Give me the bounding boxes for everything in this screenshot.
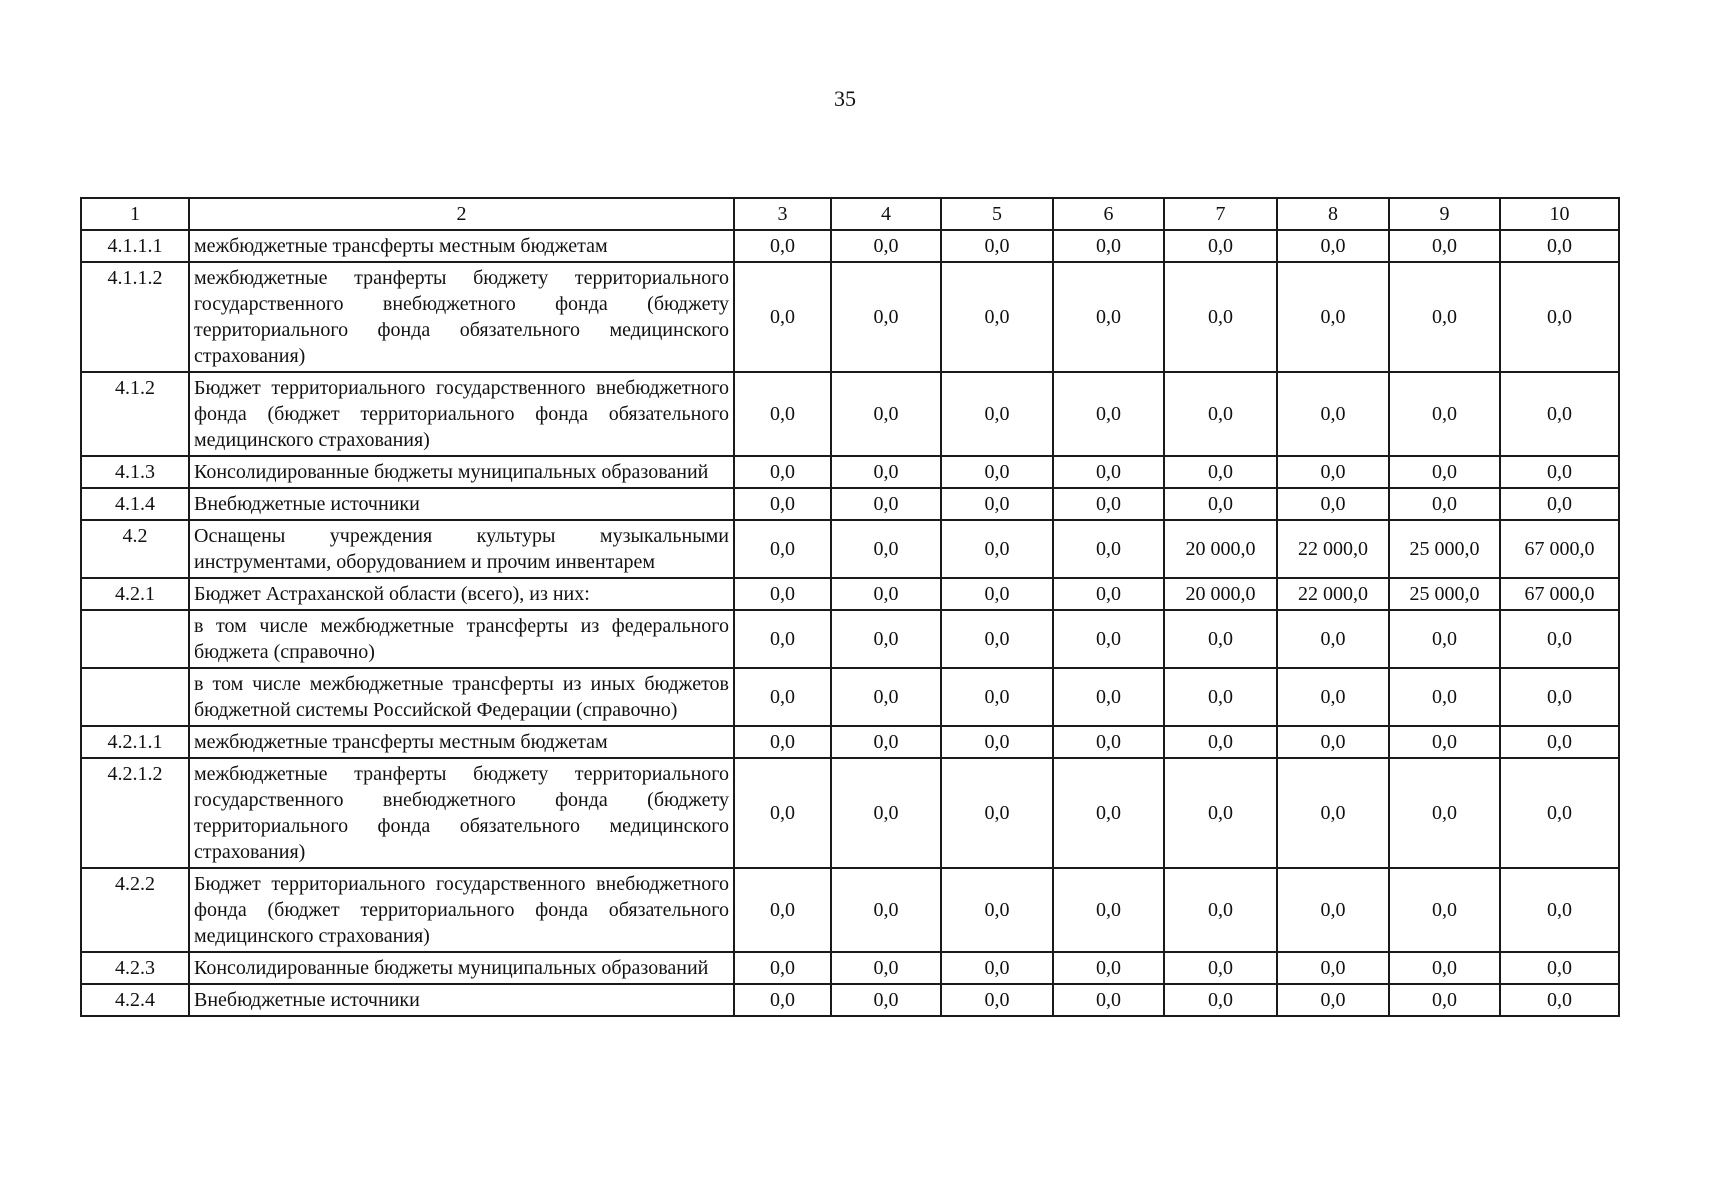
- value-cell: 0,0: [831, 456, 941, 488]
- value-cell: 0,0: [734, 610, 831, 668]
- value-cell: 0,0: [1277, 952, 1389, 984]
- value-cell: 0,0: [1500, 488, 1619, 520]
- value-cell: 0,0: [734, 262, 831, 372]
- value-cell: 0,0: [941, 262, 1053, 372]
- value-cell: 0,0: [1164, 230, 1277, 262]
- value-cell: 0,0: [1164, 610, 1277, 668]
- value-cell: 0,0: [1277, 868, 1389, 952]
- row-code: [81, 668, 189, 726]
- table-row: [81, 578, 1619, 610]
- value-cell: 0,0: [1053, 984, 1164, 1016]
- row-code: [81, 610, 189, 668]
- row-name: Бюджет территориального государственного внебюджетного фонда (бюджет территориального фонда обязательного медицинского страхования): [189, 372, 734, 456]
- table-body: [81, 198, 1619, 1016]
- row-name: межбюджетные транферты бюджету территориального государственного внебюджетного фонда (бюджету территориального фонда обязательного медицинского страхования): [189, 262, 734, 372]
- table-row: [81, 456, 1619, 488]
- column-header: 10: [1500, 198, 1619, 230]
- value-cell: 0,0: [1053, 372, 1164, 456]
- value-cell: 67 000,0: [1500, 520, 1619, 578]
- table-row: [81, 262, 1619, 372]
- column-header: 6: [1053, 198, 1164, 230]
- row-code: 4.1.1.2: [81, 262, 189, 372]
- value-cell: 0,0: [941, 868, 1053, 952]
- table-row: [81, 868, 1619, 952]
- value-cell: 0,0: [1389, 726, 1500, 758]
- value-cell: 0,0: [734, 488, 831, 520]
- column-header: 9: [1389, 198, 1500, 230]
- value-cell: 0,0: [1053, 758, 1164, 868]
- column-header: 7: [1164, 198, 1277, 230]
- row-name: в том числе межбюджетные трансферты из иных бюджетов бюджетной системы Российской Федерации (справочно): [189, 668, 734, 726]
- budget-table: [80, 197, 1620, 1017]
- value-cell: 0,0: [734, 372, 831, 456]
- value-cell: 0,0: [1500, 868, 1619, 952]
- value-cell: 0,0: [831, 520, 941, 578]
- value-cell: 0,0: [1389, 758, 1500, 868]
- table-row: [81, 372, 1619, 456]
- table-row: [81, 758, 1619, 868]
- value-cell: 0,0: [1389, 868, 1500, 952]
- column-header: 2: [189, 198, 734, 230]
- row-name: Бюджет территориального государственного внебюджетного фонда (бюджет территориального фонда обязательного медицинского страхования): [189, 868, 734, 952]
- value-cell: 0,0: [1389, 262, 1500, 372]
- value-cell: 0,0: [1500, 758, 1619, 868]
- value-cell: 0,0: [941, 488, 1053, 520]
- value-cell: 0,0: [1277, 984, 1389, 1016]
- value-cell: 0,0: [1389, 488, 1500, 520]
- value-cell: 0,0: [1277, 372, 1389, 456]
- value-cell: 25 000,0: [1389, 520, 1500, 578]
- row-code: 4.2.3: [81, 952, 189, 984]
- row-code: 4.2.4: [81, 984, 189, 1016]
- row-code: 4.2.1.1: [81, 726, 189, 758]
- row-name: в том числе межбюджетные трансферты из федерального бюджета (справочно): [189, 610, 734, 668]
- row-code: 4.1.1.1: [81, 230, 189, 262]
- row-code: 4.2.1: [81, 578, 189, 610]
- value-cell: 0,0: [1277, 610, 1389, 668]
- row-code: 4.2: [81, 520, 189, 578]
- row-name: Консолидированные бюджеты муниципальных образований: [189, 456, 734, 488]
- value-cell: 0,0: [1277, 726, 1389, 758]
- value-cell: 0,0: [831, 758, 941, 868]
- row-name: Внебюджетные источники: [189, 488, 734, 520]
- row-code: 4.2.2: [81, 868, 189, 952]
- value-cell: 22 000,0: [1277, 578, 1389, 610]
- value-cell: 0,0: [941, 984, 1053, 1016]
- value-cell: 0,0: [734, 578, 831, 610]
- row-name: Бюджет Астраханской области (всего), из них:: [189, 578, 734, 610]
- value-cell: 0,0: [831, 984, 941, 1016]
- table-row: [81, 230, 1619, 262]
- value-cell: 0,0: [941, 952, 1053, 984]
- value-cell: 0,0: [1164, 372, 1277, 456]
- value-cell: 0,0: [1053, 456, 1164, 488]
- column-header: 5: [941, 198, 1053, 230]
- value-cell: 0,0: [734, 520, 831, 578]
- value-cell: 0,0: [734, 758, 831, 868]
- value-cell: 0,0: [941, 668, 1053, 726]
- value-cell: 0,0: [941, 230, 1053, 262]
- value-cell: 0,0: [831, 610, 941, 668]
- value-cell: 67 000,0: [1500, 578, 1619, 610]
- row-code: 4.1.4: [81, 488, 189, 520]
- row-name: Консолидированные бюджеты муниципальных образований: [189, 952, 734, 984]
- column-header: 1: [81, 198, 189, 230]
- column-number-row: [81, 198, 1619, 230]
- row-name: межбюджетные трансферты местным бюджетам: [189, 726, 734, 758]
- value-cell: 0,0: [1277, 262, 1389, 372]
- value-cell: 0,0: [1277, 668, 1389, 726]
- value-cell: 0,0: [941, 520, 1053, 578]
- page-number: 35: [834, 86, 856, 111]
- value-cell: 0,0: [1277, 456, 1389, 488]
- value-cell: 0,0: [1053, 668, 1164, 726]
- value-cell: 0,0: [1500, 984, 1619, 1016]
- value-cell: 0,0: [1500, 372, 1619, 456]
- row-code: 4.1.3: [81, 456, 189, 488]
- value-cell: 0,0: [1053, 520, 1164, 578]
- value-cell: 0,0: [1500, 230, 1619, 262]
- value-cell: 0,0: [1164, 984, 1277, 1016]
- row-name: Внебюджетные источники: [189, 984, 734, 1016]
- table-row: [81, 520, 1619, 578]
- value-cell: 0,0: [1053, 262, 1164, 372]
- row-code: 4.1.2: [81, 372, 189, 456]
- row-code: 4.2.1.2: [81, 758, 189, 868]
- value-cell: 0,0: [734, 984, 831, 1016]
- value-cell: 0,0: [1164, 758, 1277, 868]
- value-cell: 0,0: [941, 372, 1053, 456]
- value-cell: 0,0: [1053, 868, 1164, 952]
- value-cell: 0,0: [1389, 610, 1500, 668]
- value-cell: 0,0: [941, 610, 1053, 668]
- row-name: межбюджетные транферты бюджету территориального государственного внебюджетного фонда (бюджету территориального фонда обязательного медицинского страхования): [189, 758, 734, 868]
- value-cell: 0,0: [734, 868, 831, 952]
- value-cell: 0,0: [734, 952, 831, 984]
- value-cell: 0,0: [1389, 668, 1500, 726]
- value-cell: 25 000,0: [1389, 578, 1500, 610]
- value-cell: 0,0: [831, 372, 941, 456]
- table-row: [81, 984, 1619, 1016]
- value-cell: 0,0: [1500, 952, 1619, 984]
- value-cell: 0,0: [1389, 952, 1500, 984]
- value-cell: 0,0: [734, 726, 831, 758]
- value-cell: 0,0: [1164, 262, 1277, 372]
- value-cell: 0,0: [1389, 372, 1500, 456]
- value-cell: 0,0: [734, 230, 831, 262]
- value-cell: 0,0: [1389, 456, 1500, 488]
- value-cell: 0,0: [1164, 456, 1277, 488]
- table-row: [81, 610, 1619, 668]
- value-cell: 0,0: [831, 230, 941, 262]
- value-cell: 0,0: [1053, 952, 1164, 984]
- row-name: межбюджетные трансферты местным бюджетам: [189, 230, 734, 262]
- value-cell: 0,0: [1500, 610, 1619, 668]
- value-cell: 0,0: [1500, 262, 1619, 372]
- value-cell: 0,0: [1277, 758, 1389, 868]
- value-cell: 20 000,0: [1164, 520, 1277, 578]
- table-row: [81, 952, 1619, 984]
- value-cell: 0,0: [1053, 578, 1164, 610]
- value-cell: 0,0: [1500, 726, 1619, 758]
- value-cell: 0,0: [831, 262, 941, 372]
- value-cell: 0,0: [1164, 668, 1277, 726]
- table-row: [81, 488, 1619, 520]
- value-cell: 0,0: [1164, 952, 1277, 984]
- value-cell: 0,0: [1500, 456, 1619, 488]
- value-cell: 0,0: [831, 726, 941, 758]
- value-cell: 0,0: [1053, 488, 1164, 520]
- table-row: [81, 668, 1619, 726]
- value-cell: 0,0: [1389, 230, 1500, 262]
- row-name: Оснащены учреждения культуры музыкальными инструментами, оборудованием и прочим инвентарем: [189, 520, 734, 578]
- column-header: 3: [734, 198, 831, 230]
- value-cell: 22 000,0: [1277, 520, 1389, 578]
- value-cell: 0,0: [1053, 726, 1164, 758]
- value-cell: 0,0: [1053, 230, 1164, 262]
- value-cell: 0,0: [1164, 726, 1277, 758]
- table-row: [81, 726, 1619, 758]
- value-cell: 0,0: [941, 758, 1053, 868]
- value-cell: 0,0: [1277, 230, 1389, 262]
- value-cell: 0,0: [941, 726, 1053, 758]
- value-cell: 0,0: [831, 578, 941, 610]
- value-cell: 0,0: [941, 578, 1053, 610]
- value-cell: 0,0: [1164, 488, 1277, 520]
- column-header: 4: [831, 198, 941, 230]
- value-cell: 0,0: [1389, 984, 1500, 1016]
- value-cell: 0,0: [1053, 610, 1164, 668]
- value-cell: 0,0: [831, 488, 941, 520]
- value-cell: 0,0: [941, 456, 1053, 488]
- value-cell: 0,0: [831, 668, 941, 726]
- value-cell: 20 000,0: [1164, 578, 1277, 610]
- column-header: 8: [1277, 198, 1389, 230]
- value-cell: 0,0: [831, 952, 941, 984]
- value-cell: 0,0: [1277, 488, 1389, 520]
- value-cell: 0,0: [734, 456, 831, 488]
- value-cell: 0,0: [1500, 668, 1619, 726]
- value-cell: 0,0: [831, 868, 941, 952]
- value-cell: 0,0: [734, 668, 831, 726]
- value-cell: 0,0: [1164, 868, 1277, 952]
